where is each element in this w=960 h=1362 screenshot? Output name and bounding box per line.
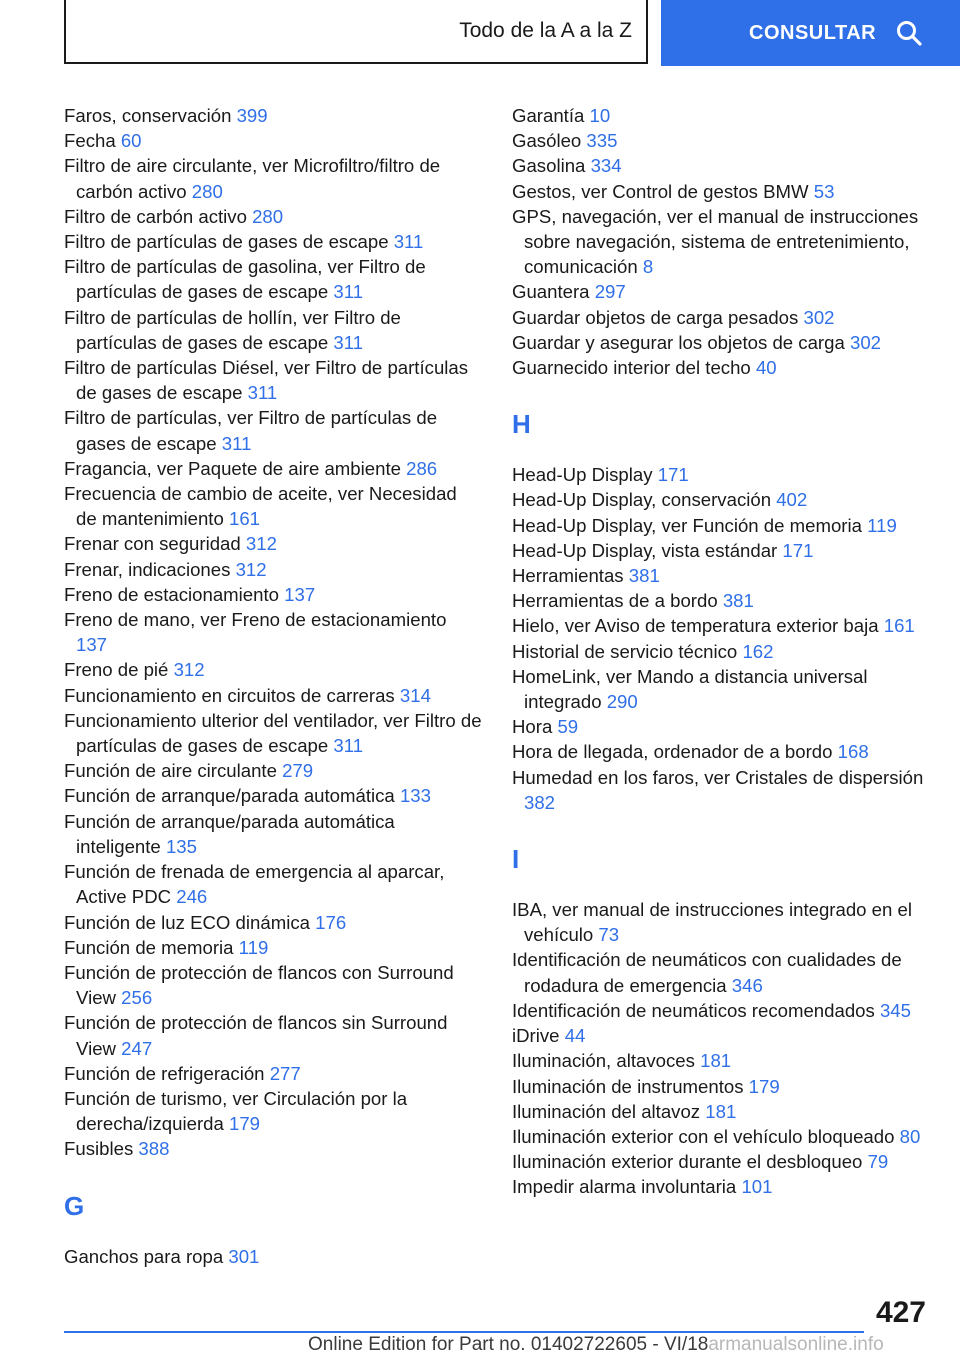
index-entry xyxy=(64,1136,482,1161)
index-term: Frecuencia de cambio de aceite, ver Necesidad de mantenimiento xyxy=(64,483,457,530)
index-term: Herramientas xyxy=(512,565,629,587)
index-entry xyxy=(512,330,930,355)
index-entry xyxy=(512,305,930,330)
index-term: Filtro de partículas, ver Filtro de partículas de gases de escape xyxy=(64,407,438,454)
index-term: Fusibles xyxy=(64,1138,139,1160)
index-entry xyxy=(64,103,482,128)
index-term: Guardar y asegurar los objetos de carga xyxy=(512,331,850,353)
page-link[interactable]: 53 xyxy=(813,180,835,202)
index-term: Head-Up Display, conservación xyxy=(512,489,777,511)
page-link[interactable]: 312 xyxy=(173,659,205,681)
index-entry xyxy=(512,897,930,947)
index-term: Funcionamiento en circuitos de carreras xyxy=(64,684,400,706)
index-column-right xyxy=(512,103,930,1200)
page-link[interactable]: 40 xyxy=(755,357,777,379)
index-term: Garantía xyxy=(512,105,590,126)
page-link[interactable]: 311 xyxy=(333,735,364,757)
index-column-left xyxy=(64,103,482,1269)
index-entry xyxy=(64,481,482,531)
index-entry xyxy=(512,739,930,764)
watermark: armanualsonline.info xyxy=(708,1334,884,1355)
index-term: Guantera xyxy=(512,281,595,303)
index-entry xyxy=(512,563,930,588)
index-term: Identificación de neumáticos con cualidades de rodadura de emergencia xyxy=(512,949,902,996)
page-number: 427 xyxy=(875,1296,926,1329)
page-link[interactable]: 277 xyxy=(269,1062,301,1084)
index-entry xyxy=(512,179,930,204)
index-term: Hora de llegada, ordenador de a bordo xyxy=(512,741,838,763)
index-entry xyxy=(64,355,482,405)
index-entry xyxy=(512,1023,930,1048)
index-entry xyxy=(512,998,930,1023)
index-entry xyxy=(64,607,482,657)
index-term: Head-Up Display, ver Función de memoria xyxy=(512,514,868,536)
index-term: Guardar objetos de carga pesados xyxy=(512,306,804,328)
index-term: Iluminación exterior durante el desbloqueo xyxy=(512,1151,868,1173)
index-entry xyxy=(64,204,482,229)
page-link[interactable]: 59 xyxy=(557,716,579,738)
index-term: HomeLink, ver Mando a distancia universal integrado xyxy=(512,665,868,713)
index-term: Función de arranque/parada automática xyxy=(64,785,400,807)
footer-edition: Online Edition for Part no. 01402722605 - VI/18 xyxy=(308,1334,709,1355)
index-entry xyxy=(512,1149,930,1174)
page-link[interactable]: 280 xyxy=(252,205,284,227)
index-term: Funcionamiento ulterior del ventilador, ver Filtro de partículas de gases de escape xyxy=(64,709,482,757)
page-link[interactable]: 302 xyxy=(849,331,882,353)
consult-button[interactable] xyxy=(661,0,960,66)
index-entry xyxy=(512,1174,930,1199)
index-entry xyxy=(512,128,930,153)
index-entry xyxy=(512,1124,930,1149)
page-link[interactable]: 8 xyxy=(642,256,654,278)
index-term: Función de luz ECO dinámica xyxy=(64,911,316,933)
page-link[interactable]: 311 xyxy=(221,432,252,454)
index-term: Función de turismo, ver Circulación por la derecha/izquierda xyxy=(64,1087,408,1135)
page-link[interactable]: 302 xyxy=(803,306,835,328)
index-term: Filtro de partículas de hollín, ver Filtro de partículas de gases de escape xyxy=(64,306,401,353)
index-term: Gasolina xyxy=(512,155,591,177)
index-entry xyxy=(512,947,930,997)
page-link[interactable]: 334 xyxy=(590,155,622,177)
page-link[interactable]: 119 xyxy=(867,514,897,536)
section-letter: G xyxy=(64,1190,85,1221)
index-entry xyxy=(512,513,930,538)
index-entry xyxy=(512,355,930,380)
index-term: Filtro de carbón activo xyxy=(64,205,253,227)
page-link[interactable]: 402 xyxy=(776,489,808,511)
index-term: Frenar con seguridad xyxy=(64,533,246,555)
page-link[interactable]: 60 xyxy=(120,130,142,152)
index-entry xyxy=(512,487,930,512)
index-term: Gestos, ver Control de gestos BMW xyxy=(512,180,814,202)
index-entry xyxy=(512,765,930,815)
index-term: Hielo, ver Aviso de temperatura exterior baja xyxy=(512,615,884,637)
page-link[interactable]: 311 xyxy=(333,331,364,353)
page-link[interactable]: 179 xyxy=(228,1113,261,1135)
index-entry xyxy=(64,557,482,582)
index-entry xyxy=(64,153,482,203)
page-link[interactable]: 181 xyxy=(705,1100,737,1122)
index-entry xyxy=(64,254,482,304)
index-entry xyxy=(64,1010,482,1060)
index-entry xyxy=(64,1244,482,1269)
index-term: Gasóleo xyxy=(512,130,587,152)
page-link[interactable]: 314 xyxy=(399,684,431,706)
page-link[interactable]: 297 xyxy=(594,281,626,303)
index-term: Freno de mano, ver Freno de estacionamiento xyxy=(64,609,447,631)
page-link[interactable]: 311 xyxy=(333,281,364,303)
index-term: Head-Up Display, vista estándar xyxy=(512,539,783,561)
index-term: Función de memoria xyxy=(64,936,239,958)
index-term: Función de aire circulante xyxy=(64,760,283,782)
search-icon xyxy=(896,20,922,46)
index-term: iDrive xyxy=(512,1025,565,1047)
index-entry xyxy=(64,456,482,481)
section-letter: I xyxy=(512,844,520,875)
index-term: Hora xyxy=(512,716,558,738)
index-term: Fragancia, ver Paquete de aire ambiente xyxy=(64,457,407,479)
page-link[interactable]: 381 xyxy=(628,565,660,587)
index-entry xyxy=(64,229,482,254)
page-link[interactable]: 312 xyxy=(245,533,277,555)
section-letter: H xyxy=(512,409,531,440)
index-entry xyxy=(512,538,930,563)
index-term: Freno de pié xyxy=(64,659,174,681)
page-link[interactable]: 101 xyxy=(741,1176,773,1198)
index-term: Función de frenada de emergencia al aparcar, Active PDC xyxy=(64,861,445,908)
index-term: Filtro de partículas de gasolina, ver Filtro de partículas de gases de escape xyxy=(64,256,426,303)
index-entry xyxy=(64,910,482,935)
index-entry xyxy=(512,1099,930,1124)
index-term: Filtro de partículas de gases de escape xyxy=(64,231,394,253)
index-entry xyxy=(512,639,930,664)
index-entry xyxy=(512,714,930,739)
index-term: Función de protección de flancos con Surround View xyxy=(64,961,454,1009)
index-entry xyxy=(64,582,482,607)
index-term: Función de arranque/parada automática inteligente xyxy=(64,810,395,857)
index-term: Historial de servicio técnico xyxy=(512,640,743,662)
index-term: Ganchos para ropa xyxy=(64,1245,229,1267)
tab-a-to-z-label: Todo de la A a la Z xyxy=(459,19,632,42)
index-term: Función de protección de flancos sin Surround View xyxy=(64,1012,448,1059)
page-link[interactable]: 280 xyxy=(191,180,223,202)
index-entry xyxy=(64,960,482,1010)
page-link[interactable]: 388 xyxy=(138,1138,170,1160)
page-link[interactable]: 311 xyxy=(393,231,424,253)
index-entry xyxy=(512,664,930,714)
page-link[interactable]: 246 xyxy=(176,886,208,908)
index-term: Iluminación, altavoces xyxy=(512,1050,701,1072)
page-link[interactable]: 399 xyxy=(236,105,268,126)
page-link[interactable]: 137 xyxy=(284,583,316,605)
index-term: Freno de estacionamiento xyxy=(64,583,285,605)
index-term: Humedad en los faros, ver Cristales de dispersión xyxy=(512,766,924,788)
index-entry xyxy=(64,1086,482,1136)
tab-a-to-z[interactable] xyxy=(64,0,648,64)
page-link[interactable]: 171 xyxy=(782,539,814,561)
index-entry xyxy=(64,531,482,556)
page-link[interactable]: 161 xyxy=(228,508,261,530)
index-entry xyxy=(64,1061,482,1086)
page-link[interactable]: 135 xyxy=(165,835,197,857)
page-link[interactable]: 137 xyxy=(76,634,108,656)
page-link[interactable]: 286 xyxy=(406,457,438,479)
page-link[interactable]: 119 xyxy=(238,936,269,958)
page-link[interactable]: 335 xyxy=(586,130,618,152)
index-term: Función de refrigeración xyxy=(64,1062,270,1084)
page-link[interactable]: 179 xyxy=(748,1075,780,1097)
footer-divider xyxy=(64,1331,864,1333)
page-link[interactable]: 279 xyxy=(282,760,314,782)
index-entry xyxy=(64,809,482,859)
page-link[interactable]: 161 xyxy=(883,615,915,637)
index-entry xyxy=(64,683,482,708)
page-link[interactable]: 171 xyxy=(657,464,689,486)
page-link[interactable]: 382 xyxy=(524,791,556,813)
index-term: GPS, navegación, ver el manual de instrucciones sobre navegación, sistema de entretenimiento, comunicación xyxy=(512,205,919,278)
page-link[interactable]: 168 xyxy=(837,741,869,763)
index-entry xyxy=(64,405,482,455)
index-entry xyxy=(512,103,930,128)
index-term: Filtro de partículas Diésel, ver Filtro de partículas de gases de escape xyxy=(64,357,469,404)
index-entry xyxy=(512,204,930,280)
footer xyxy=(308,1334,884,1356)
index-term: Iluminación de instrumentos xyxy=(512,1075,749,1097)
page-link[interactable]: 162 xyxy=(742,640,774,662)
page-link[interactable]: 73 xyxy=(598,924,620,946)
index-entry xyxy=(64,708,482,758)
page-link[interactable]: 312 xyxy=(235,558,267,580)
page-link[interactable]: 256 xyxy=(121,987,153,1009)
index-term: IBA, ver manual de instrucciones integrado en el vehículo xyxy=(512,899,912,946)
index-entry xyxy=(512,153,930,178)
index-entry xyxy=(64,128,482,153)
index-term: Iluminación del altavoz xyxy=(512,1100,706,1122)
page-link[interactable]: 346 xyxy=(731,974,763,996)
index-term: Identificación de neumáticos recomendados xyxy=(512,999,880,1021)
index-entry xyxy=(64,758,482,783)
index-entry xyxy=(512,1048,930,1073)
index-entry xyxy=(512,462,930,487)
page-link[interactable]: 311 xyxy=(247,382,278,404)
index-term: Impedir alarma involuntaria xyxy=(512,1176,742,1198)
index-entry xyxy=(64,305,482,355)
index-entry xyxy=(512,1074,930,1099)
page-link[interactable]: 133 xyxy=(399,785,431,807)
page-link[interactable]: 176 xyxy=(315,911,347,933)
page-link[interactable]: 10 xyxy=(589,105,611,126)
index-term: Frenar, indicaciones xyxy=(64,558,236,580)
page-link[interactable]: 290 xyxy=(606,691,638,713)
page-link[interactable]: 181 xyxy=(700,1050,732,1072)
index-entry xyxy=(512,279,930,304)
index-term: Filtro de aire circulante, ver Microfiltro/filtro de carbón activo xyxy=(64,155,441,202)
index-entry xyxy=(64,783,482,808)
index-term: Herramientas de a bordo xyxy=(512,590,723,612)
page-link[interactable]: 79 xyxy=(867,1151,889,1173)
index-entry xyxy=(512,588,930,613)
index-entry xyxy=(64,657,482,682)
index-term: Faros, conservación xyxy=(64,105,237,126)
consult-label: CONSULTAR xyxy=(749,21,877,44)
page-link[interactable]: 80 xyxy=(899,1125,921,1147)
page-link[interactable]: 381 xyxy=(722,590,754,612)
index-term: Fecha xyxy=(64,130,121,152)
index-term: Iluminación exterior con el vehículo bloqueado xyxy=(512,1125,900,1147)
page-link[interactable]: 301 xyxy=(228,1245,260,1267)
index-entry xyxy=(512,613,930,638)
index-term: Head-Up Display xyxy=(512,464,658,486)
index-entry xyxy=(64,935,482,960)
index-term: Guarnecido interior del techo xyxy=(512,357,756,379)
index-entry xyxy=(64,859,482,909)
page-link[interactable]: 345 xyxy=(879,999,911,1021)
page-link[interactable]: 44 xyxy=(564,1025,586,1047)
page-link[interactable]: 247 xyxy=(121,1037,153,1059)
